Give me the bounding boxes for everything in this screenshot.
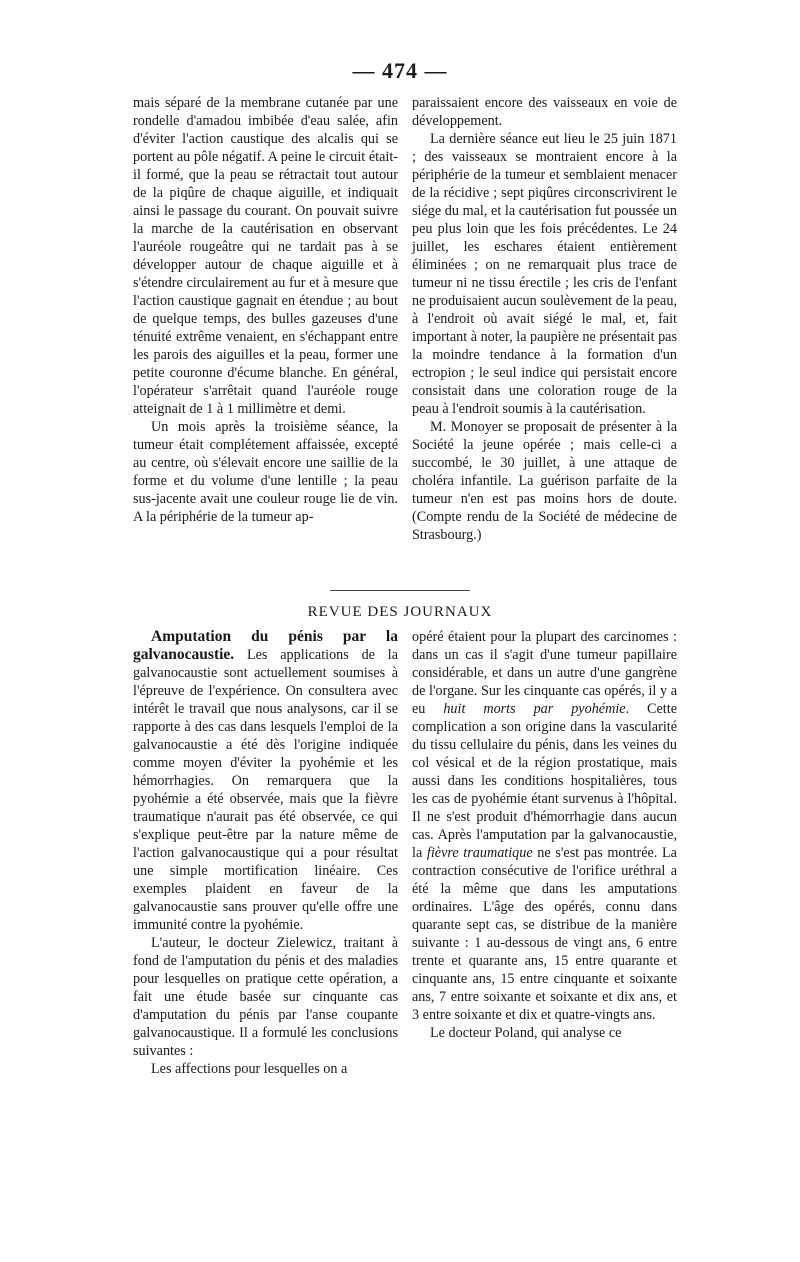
lower-left-column bbox=[133, 628, 398, 1078]
section-heading: REVUE DES JOURNAUX bbox=[307, 604, 493, 620]
article-title: Amputation du pénis par la galvanocaustie. bbox=[133, 628, 398, 663]
paragraph: Un mois après la troisième séance, la tumeur était complétement affaissée, excepté au centre, où s'élevait encore une saillie de la forme et du volume d'une lentille ; la peau sus-jacente avait une couleur rouge lie de vin. A la périphérie de la tumeur ap- bbox=[133, 419, 398, 525]
section-divider bbox=[330, 590, 470, 591]
upper-right-column bbox=[412, 94, 677, 544]
paragraph: Les affections pour lesquelles on a bbox=[151, 1061, 348, 1077]
paragraph bbox=[133, 628, 398, 934]
emphasis-text: huit morts par pyohémie bbox=[443, 701, 626, 717]
upper-left-column bbox=[133, 94, 398, 526]
paragraph: mais séparé de la membrane cutanée par une rondelle d'amadou imbibée d'eau salée, afin d'éviter l'action caustique des alcalis qui se portent au pôle négatif. A peine le circuit était-il formé, que la peau se rétractait tout autour de la piqûre de chaque aiguille, et indiquait ainsi le passage du courant. On pouvait suivre la marche de la cautérisation en observant l'auréole rougeâtre qui ne tardait pas à se développer autour de chaque aiguille et à s'étendre circulairement au fur et à mesure que l'action caustique gagnait en étendue ; au bout de quelque temps, des bulles gazeuses d'une ténuité extrême venaient, en s'échappant entre les parois des aiguilles et la peau, former une petite couronne d'écume blanche. En général, l'opérateur s'arrêtait quand l'auréole rouge atteignait de 1 à 1 millimètre et demi. bbox=[133, 95, 398, 417]
page-number: — 474 — bbox=[352, 58, 448, 83]
emphasis-text: fièvre traumatique bbox=[426, 845, 533, 861]
paragraph-text: Les applications de la galvanocaustie sont actuellement soumises à l'épreuve de l'expérience. On consultera avec intérêt le travail que nous analysons, car il se rapporte à des cas dans lesquels l'emploi de la galvanocaustie a été dès l'origine indiquée comme moyen d'éviter la pyohémie et les hémorrhagies. On remarquera que la pyohémie a été observée, mais que la fièvre traumatique n'aurait pas été observée, ce qui s'explique peut-être par la nature même de l'action galvanocaustique qui a pour résultat une simple mortification linéaire. Ces exemples plaident en faveur de la galvanocaustie sans prouver qu'elle offre une immunité contre la pyohémie. bbox=[133, 647, 398, 933]
paragraph: M. Monoyer se proposait de présenter à la Société la jeune opérée ; mais celle-ci a succombé, le 30 juillet, à une attaque de choléra infantile. La guérison parfaite de la tumeur n'en est pas moins hors de doute. (Compte rendu de la Société de médecine de Strasbourg.) bbox=[412, 419, 677, 543]
lower-right-column bbox=[412, 628, 677, 1042]
paragraph: Le docteur Poland, qui analyse ce bbox=[430, 1025, 622, 1041]
paragraph-text: . Cette complication a son origine dans la vascularité du tissu cellulaire du pénis, dans les veines du col vésical et de la région prostatique, mais aussi dans les conditions hospitalières, tous les cas de pyohémie étant survenus à l'hôpital. Il ne s'est produit d'hémorrhagie dans aucun cas. Après l'amputation par la galvanocaustie, la bbox=[412, 701, 677, 861]
paragraph: L'auteur, le docteur Zielewicz, traitant à fond de l'amputation du pénis et des maladies pour lesquelles on pratique cette opération, a fait une étude basée sur cinquante cas d'amputation du pénis par l'anse coupante galvanocaustique. Il a formulé les conclusions suivantes : bbox=[133, 935, 398, 1059]
paragraph: paraissaient encore des vaisseaux en voie de développement. bbox=[412, 95, 677, 129]
paragraph-text: opéré étaient pour la plupart des carcinomes : dans un cas il s'agit d'une tumeur papillaire considérable, et dans un autre d'une gangrène de l'organe. Sur les cinquante cas opérés, il y a eu bbox=[412, 629, 677, 717]
paragraph-text: ne s'est pas montrée. La contraction consécutive de l'orifice uréthral a été la même que dans les amputations ordinaires. L'âge des opérés, connu dans quarante sept cas, se distribue de la manière suivante : 1 au-dessous de vingt ans, 6 entre trente et quarante ans, 15 entre quarante et cinquante ans, 15 entre cinquante et soixante ans, 7 entre soixante et soixante et dix ans, et 3 entre soixante et dix et quatre-vingts ans. bbox=[412, 845, 677, 1023]
paragraph bbox=[412, 628, 677, 1024]
paragraph: La dernière séance eut lieu le 25 juin 1871 ; des vaisseaux se montraient encore à la périphérie de la tumeur et semblaient menacer de la récidive ; sept piqûres circonscrivirent le siége du mal, et la cautérisation fut poussée un peu plus loin que les fois précédentes. Le 24 juillet, les eschares étaient entièrement éliminées ; on ne remarquait plus trace de tumeur ni ne tissu érectile ; les cris de l'enfant ne produisaient aucun soulèvement de la peau, à l'endroit où avait siégé le mal, et, fait important à noter, la paupière ne présentait pas la moindre tendance à la formation d'un ectropion ; le seul indice qui persistait encore consistait dans une coloration rouge de la peau à l'endroit soumis à la cautérisation. bbox=[412, 131, 677, 417]
